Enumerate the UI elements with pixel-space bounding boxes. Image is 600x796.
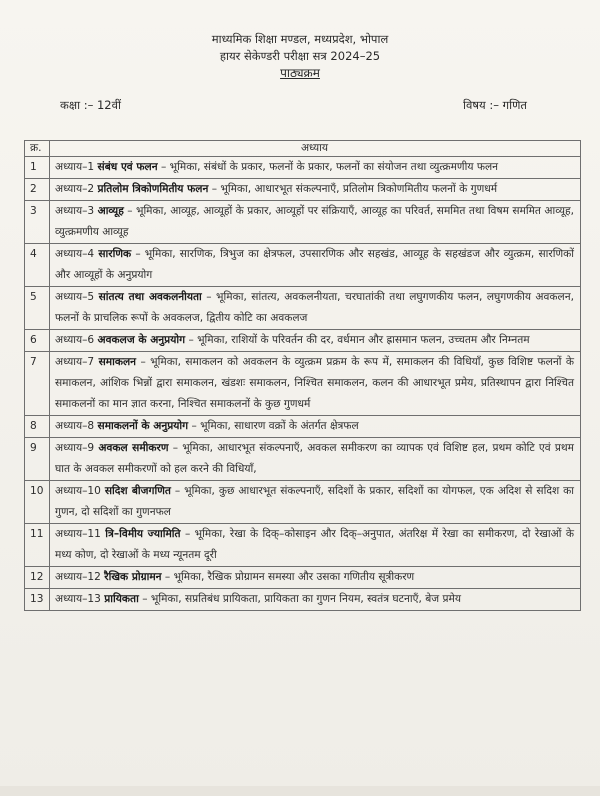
chapter-prefix: अध्याय–6 xyxy=(55,334,95,346)
chapter-description: – भूमिका, आव्यूह, आव्यूहों के प्रकार, आव्यूहों पर संक्रियाएँ, आव्यूह का परिवर्त, सममित तथा विषम सममित आव्यूह, व्युत्क्रमणीय आव्यूह xyxy=(55,205,574,238)
chapter-title: रैखिक प्रोग्रामन xyxy=(104,571,162,583)
syllabus-table xyxy=(24,140,581,611)
table-row xyxy=(25,416,581,438)
chapter-title: आव्यूह xyxy=(97,205,124,217)
table-header-row xyxy=(25,141,581,157)
chapter-cell xyxy=(50,201,581,244)
chapter-cell xyxy=(50,481,581,524)
chapter-cell xyxy=(50,244,581,287)
row-number: 2 xyxy=(25,179,50,201)
row-number: 3 xyxy=(25,201,50,244)
chapter-description: – भूमिका, सप्रतिबंध प्रायिकता, प्रायिकता का गुणन नियम, स्वतंत्र घटनाएँ, बेज प्रमेय xyxy=(142,593,462,605)
chapter-description: – भूमिका, संबंधों के प्रकार, फलनों के प्रकार, फलनों का संयोजन तथा व्युत्क्रमणीय फलन xyxy=(161,161,499,173)
row-number: 7 xyxy=(25,352,50,416)
chapter-description: – भूमिका, कुछ आधारभूत संकल्पनाएँ, सदिशों के प्रकार, सदिशों का योगफल, एक अदिश से सदिश का गुणन, दो सदिशों का गुणनफल xyxy=(55,485,574,518)
chapter-title: त्रि–विमीय ज्यामिति xyxy=(105,528,181,540)
table-row xyxy=(25,481,581,524)
table-row xyxy=(25,179,581,201)
chapter-description: – भूमिका, समाकलन को अवकलन के व्युत्क्रम प्रक्रम के रूप में, समाकलन की विधियाँ, कुछ विशिष्ट फलनों के समाकलन, आंशिक भिन्नों द्वारा समाकलन, खंडशः समाकलन, निश्चित समाकलन, कलन की आधारभूत प्रमेय, प्रतिस्थापन द्वारा निश्चित समाकलनों का मान ज्ञात करना, निश्चित समाकलनों के कुछ गुणधर्म xyxy=(55,356,574,410)
chapter-cell xyxy=(50,179,581,201)
chapter-prefix: अध्याय–2 xyxy=(55,183,95,195)
row-number: 8 xyxy=(25,416,50,438)
chapter-description: – भूमिका, साधारण वक्रों के अंतर्गत क्षेत्रफल xyxy=(191,420,359,432)
subject-label: विषय :– गणित xyxy=(463,98,527,112)
chapter-title: अवकल समीकरण xyxy=(98,442,169,454)
chapter-prefix: अध्याय–3 xyxy=(55,205,95,217)
table-row xyxy=(25,524,581,567)
row-number: 11 xyxy=(25,524,50,567)
chapter-cell xyxy=(50,416,581,438)
chapter-prefix: अध्याय–13 xyxy=(55,593,101,605)
chapter-prefix: अध्याय–1 xyxy=(55,161,95,173)
class-label: कक्षा :– 12वीं xyxy=(60,98,121,112)
chapter-cell xyxy=(50,524,581,567)
table-row xyxy=(25,244,581,287)
table-row xyxy=(25,589,581,611)
chapter-cell xyxy=(50,438,581,481)
chapter-prefix: अध्याय–11 xyxy=(55,528,101,540)
row-number: 6 xyxy=(25,330,50,352)
col-header-number: क्र. xyxy=(25,141,50,157)
chapter-prefix: अध्याय–7 xyxy=(55,356,95,368)
table-body xyxy=(25,157,581,611)
row-number: 5 xyxy=(25,287,50,330)
chapter-title: समाकलन xyxy=(98,356,137,368)
chapter-title: सारणिक xyxy=(98,248,132,260)
chapter-title: सदिश बीजगणित xyxy=(104,485,171,497)
chapter-prefix: अध्याय–12 xyxy=(55,571,101,583)
table-row xyxy=(25,287,581,330)
row-number: 1 xyxy=(25,157,50,179)
chapter-prefix: अध्याय–9 xyxy=(55,442,95,454)
table-row xyxy=(25,330,581,352)
page-title: पाठ्यक्रम xyxy=(280,66,320,80)
board-name: माध्यमिक शिक्षा मण्डल, मध्यप्रदेश, भोपाल xyxy=(211,32,389,46)
chapter-description: – भूमिका, रैखिक प्रोग्रामन समस्या और उसका गणितीय सूत्रीकरण xyxy=(164,571,415,583)
chapter-prefix: अध्याय–5 xyxy=(55,291,95,303)
row-number: 13 xyxy=(25,589,50,611)
table-row xyxy=(25,567,581,589)
table-row xyxy=(25,438,581,481)
table-row xyxy=(25,157,581,179)
chapter-title: संबंध एवं फलन xyxy=(97,161,158,173)
page-bottom-edge xyxy=(0,786,600,796)
chapter-prefix: अध्याय–4 xyxy=(55,248,95,260)
chapter-prefix: अध्याय–10 xyxy=(55,485,101,497)
table-row xyxy=(25,201,581,244)
col-header-chapter: अध्याय xyxy=(50,141,581,157)
chapter-cell xyxy=(50,567,581,589)
chapter-title: अवकलज के अनुप्रयोग xyxy=(97,334,186,346)
row-number: 9 xyxy=(25,438,50,481)
chapter-title: समाकलनों के अनुप्रयोग xyxy=(97,420,189,432)
chapter-cell xyxy=(50,287,581,330)
chapter-cell xyxy=(50,157,581,179)
chapter-cell xyxy=(50,589,581,611)
chapter-cell xyxy=(50,352,581,416)
chapter-description: – भूमिका, रेखा के दिक्–कोसाइन और दिक्–अनुपात, अंतरिक्ष में रेखा का समीकरण, दो रेखाओं के मध्य कोण, दो रेखाओं के मध्य न्यूनतम दूरी xyxy=(55,528,574,561)
chapter-description: – भूमिका, सारणिक, त्रिभुज का क्षेत्रफल, उपसारणिक और सहखंड, आव्यूह के सहखंडज और व्युत्क्रम, सारणिकों और आव्यूहों के अनुप्रयोग xyxy=(55,248,574,281)
row-number: 4 xyxy=(25,244,50,287)
chapter-title: प्रतिलोम त्रिकोणमितीय फलन xyxy=(97,183,209,195)
row-number: 12 xyxy=(25,567,50,589)
chapter-description: – भूमिका, आधारभूत संकल्पनाएँ, अवकल समीकरण का व्यापक एवं विशिष्ट हल, प्रथम कोटि एवं प्रथम घात के अवकल समीकरणों को हल करने की विधियाँ, xyxy=(55,442,574,475)
row-number: 10 xyxy=(25,481,50,524)
exam-session: हायर सेकेण्डरी परीक्षा सत्र 2024–25 xyxy=(219,49,381,63)
chapter-title: सांतत्य तथा अवकलनीयता xyxy=(98,291,202,303)
chapter-description: – भूमिका, सांतत्य, अवकलनीयता, चरघातांकी तथा लघुगणकीय फलन, लघुगणकीय अवकलन, फलनों के प्राचलिक रूपों के अवकलज, द्वितीय कोटि का अवकलज xyxy=(55,291,574,324)
chapter-description: – भूमिका, आधारभूत संकल्पनाएँ, प्रतिलोम त्रिकोणमितीय फलनों के गुणधर्म xyxy=(211,183,498,195)
chapter-prefix: अध्याय–8 xyxy=(55,420,95,432)
chapter-title: प्रायिकता xyxy=(104,593,139,605)
table-row xyxy=(25,352,581,416)
chapter-cell xyxy=(50,330,581,352)
chapter-description: – भूमिका, राशियों के परिवर्तन की दर, वर्धमान और ह्रासमान फलन, उच्चतम और निम्नतम xyxy=(188,334,530,346)
